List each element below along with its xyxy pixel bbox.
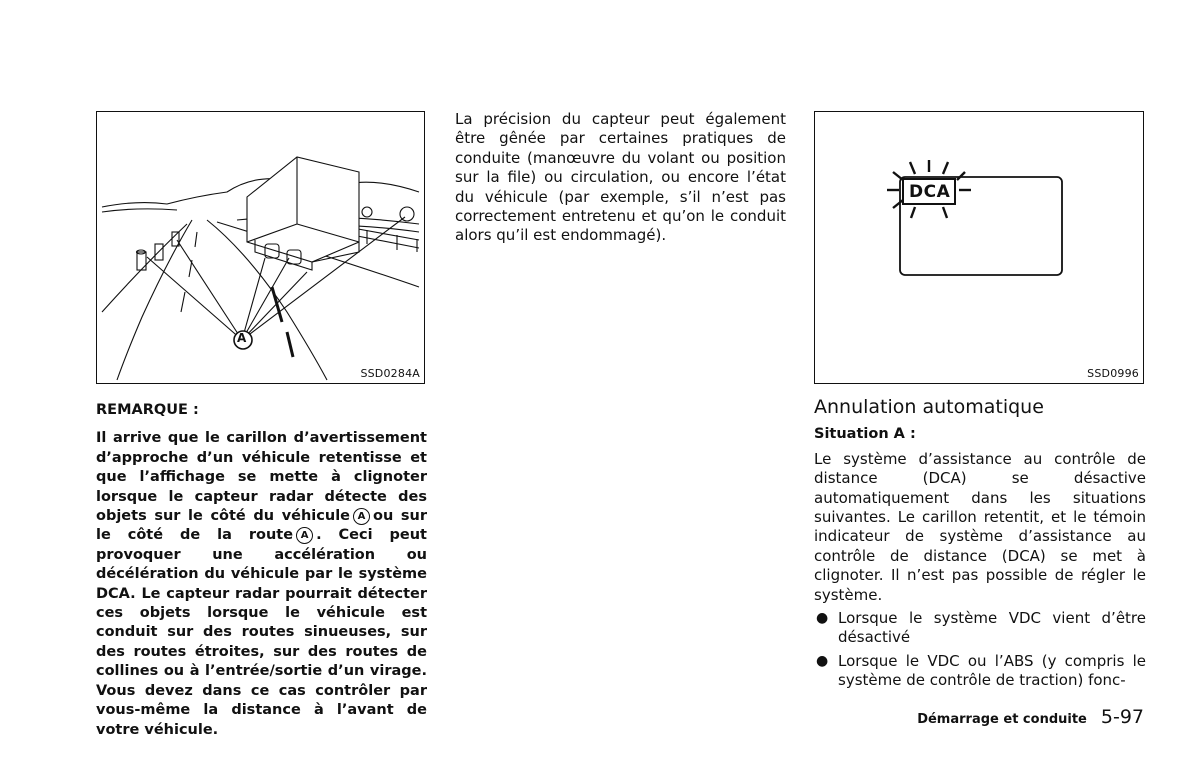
list-item (814, 652, 1146, 691)
figure-code: SSD0284A (360, 367, 420, 380)
annulation-section (814, 398, 1146, 695)
figure-code: SSD0996 (1087, 367, 1139, 380)
remarque-block (96, 401, 427, 740)
list-item-text: Lorsque le système VDC vient d’être désactivé (838, 609, 1146, 647)
list-item (814, 609, 1146, 648)
marker-a-inline: A (296, 527, 313, 544)
marker-a-inline: A (353, 508, 370, 525)
footer-section-title: Démarrage et conduite (917, 712, 1087, 727)
page-footer (917, 706, 1144, 728)
remarque-text-2: ou sur le côté de la route (96, 508, 427, 544)
precision-paragraph: La précision du capteur peut également être gênée par certaines pratiques de conduite (manœuvre du volant ou position sur la file) ou circulation, ou encore l’état du véhicule (par exemple, s’il n’est pas correctement entretenu et qu’on le conduit alors qu’il est endommagé). (455, 110, 786, 245)
middle-paragraph (455, 110, 786, 246)
page-number: 5-97 (1100, 706, 1144, 728)
remarque-text-1: Il arrive que le carillon d’avertissement d’approche d’un véhicule retentisse et que l’affichage se mette à clignoter lorsque le capteur radar détecte des objets sur le côté du véhicule (96, 430, 427, 525)
remarque-body (96, 429, 427, 740)
list-item-text: Lorsque le VDC ou l’ABS (y compris le système de contrôle de traction) fonc- (838, 651, 1146, 690)
bullet-icon: ● (816, 652, 829, 669)
bullet-icon: ● (816, 610, 829, 627)
dca-display-illustration (815, 112, 1142, 382)
remarque-title: REMARQUE : (96, 402, 199, 418)
remarque-text-3: . Ceci peut provoquer une accélération ou décélération du véhicule par le système DCA. Le capteur radar pourrait détecter ces objets lorsque le véhicule est conduit sur des routes sinueuses, sur des routes étroites, sur des routes de collines ou à l’entrée/sortie d’un virage. Vous devez dans ce cas contrôler par vous-même la distance à l’avant de votre véhicule. (96, 527, 427, 738)
figure-marker-a: A (237, 331, 247, 345)
situation-heading: Situation A : (814, 426, 916, 443)
situation-list (814, 609, 1146, 691)
road-sensor-figure (96, 111, 425, 384)
dca-indicator-label: DCA (909, 182, 951, 202)
road-illustration (97, 112, 423, 382)
section-heading: Annulation automatique (814, 396, 1044, 418)
dca-indicator-figure (814, 111, 1144, 384)
annulation-paragraph: Le système d’assistance au contrôle de distance (DCA) se désactive automatiquement dans les situations suivantes. Le carillon retentit, et le témoin indicateur de système d’assistance au contrôle de distance (DCA) se met à clignoter. Il n’est pas possible de régler le système. (814, 449, 1146, 604)
